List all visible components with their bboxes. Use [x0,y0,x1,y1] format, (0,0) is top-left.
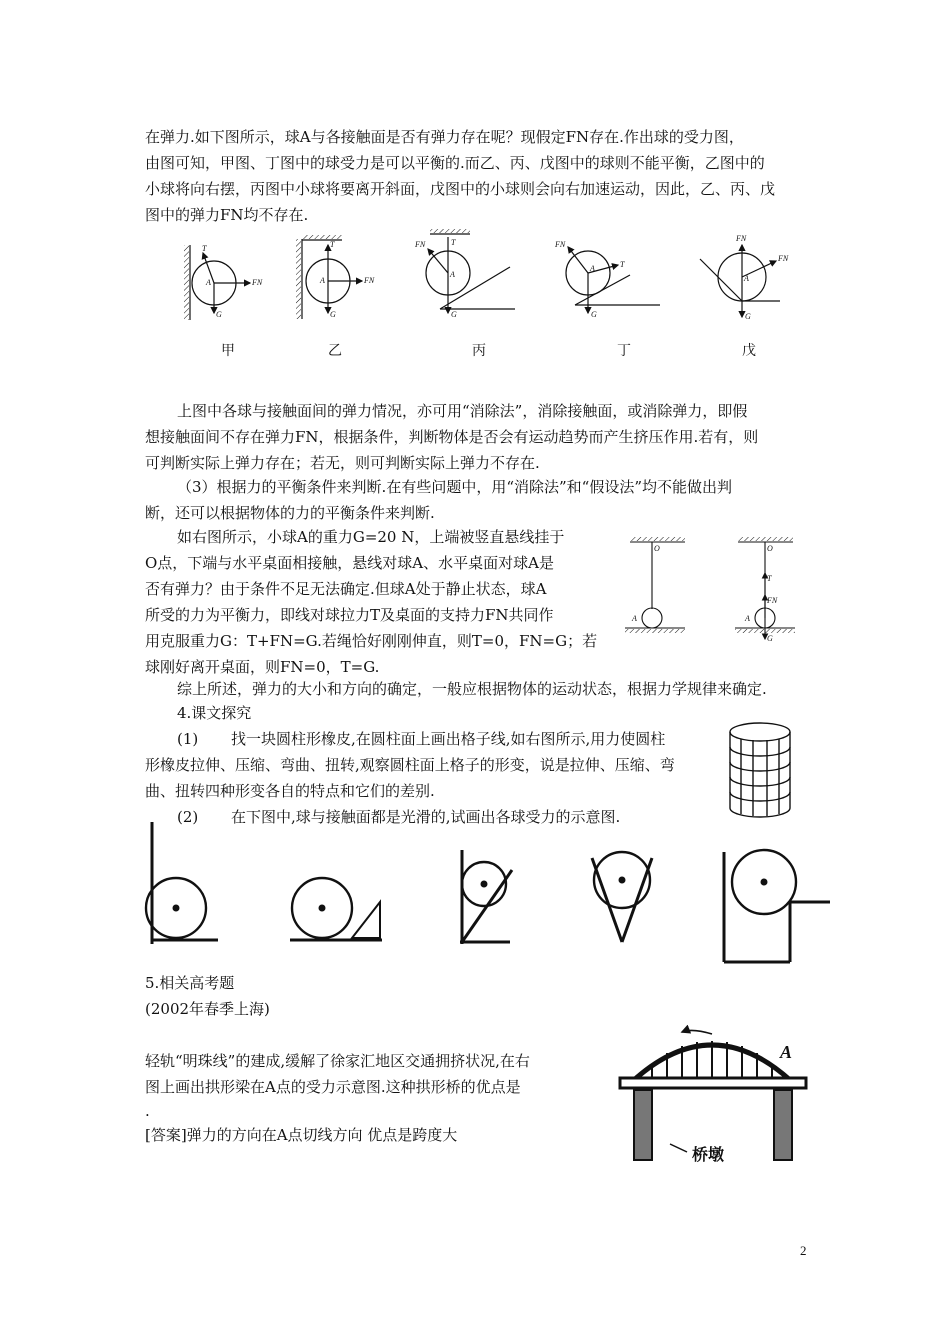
yi-G-label: G [330,310,336,319]
para4-line-6: 球刚好离开桌面，则FN=0，T=G. [145,658,380,676]
exercise-3 [460,850,512,944]
summary-line: 综上所述，弹力的大小和方向的确定，一般应根据物体的运动状态，根据力学规律来确定. [177,680,767,698]
hang-right-O-label: O [767,544,773,553]
yi-A-label: A [320,276,325,285]
section5-heading: 5.相关高考题 [145,974,235,992]
figure-label-yi: 乙 [328,343,342,359]
ding-G-label: G [591,310,597,319]
para4-line-2: O点，下端与水平桌面相接触，悬线对球A、水平桌面对球A是 [145,554,554,572]
bridge-point-label: A [780,1042,793,1062]
section5-line-1: 轻轨“明珠线”的建成,缓解了徐家汇地区交通拥挤状况,在右 [145,1052,530,1070]
yi-FN-label: FN [364,276,375,285]
diagram-bing [426,229,515,313]
exercise-2 [290,878,382,940]
para4-line-4: 所受的力为平衡力，即线对球拉力T及桌面的支持力FN共同作 [145,606,554,624]
section4-item1-line-1: 找一块圆柱形橡皮,在圆柱面上画出格子线,如右图所示,用力使圆柱 [231,730,666,748]
intro-line-1: 在弹力.如下图所示，球A与各接触面是否有弹力存在呢？现假定FN存在.作出球的受力图， [145,128,744,146]
figure-label-jia: 甲 [221,343,235,359]
para2-line-3: 可判断实际上弹力存在；若无，则可判断实际上弹力不存在. [145,454,540,472]
para3-line-1: （3）根据力的平衡条件来判断.在有些问题中，用“消除法”和“假设法”均不能做出判 [177,478,732,496]
diagram-yi [296,235,362,319]
page-number: 2 [800,1243,807,1258]
wu-G-label: G [745,312,751,321]
hang-right-A-label: A [745,614,750,623]
yi-T-label: T [330,240,335,249]
bing-FN-label: FN [415,240,426,249]
hang-right-T-label: T [767,574,772,583]
wu-FN2-label: FN [778,254,789,263]
section4-item1-number: (1) [177,730,199,748]
bing-T-label: T [451,238,456,247]
diagram-wu [700,245,780,317]
cylinder-grid-figure [725,720,795,820]
section4-item2-text: 在下图中,球与接触面都是光滑的,试画出各球受力的示意图. [231,808,621,826]
jia-G-label: G [216,310,222,319]
figure-label-wu: 戊 [742,343,756,359]
ding-A-label: A [590,264,595,273]
ding-FN-label: FN [555,240,566,249]
section5-answer: [答案]弹力的方向在A点切线方向 优点是跨度大 [145,1126,458,1144]
hang-left-A-label: A [632,614,637,623]
diagram-ding [566,247,660,313]
wu-FN-label: FN [736,234,747,243]
jia-FN-label: FN [252,278,263,287]
exercise-diagrams-row [140,822,840,967]
section4-heading: 4.课文探究 [177,704,252,722]
exercise-5 [724,850,830,962]
para4-line-1: 如右图所示，小球A的重力G=20 N，上端被竖直悬线挂于 [177,528,565,546]
wu-A-label: A [744,274,749,283]
jia-T-label: T [202,244,207,253]
section4-item1-line-3: 曲、扭转四种形变各自的特点和它们的差别. [145,782,435,800]
intro-line-3: 小球将向右摆，丙图中小球将要离开斜面，戊图中的小球则会向右加速运动，因此，乙、丙、戊 [145,180,776,198]
figure-label-ding: 丁 [617,343,631,359]
force-diagrams-row [170,225,790,335]
exercise-1 [146,822,218,944]
bing-A-label: A [450,270,455,279]
jia-A-label: A [206,278,211,287]
para2-line-2: 想接触面间不存在弹力FN，根据条件，判断物体是否会有运动趋势而产生挤压作用.若有，则 [145,428,759,446]
hang-right-G-label: G [767,634,773,643]
para2-line-1: 上图中各球与接触面间的弹力情况，亦可用“消除法”，消除接触面，或消除弹力，即假 [177,402,748,420]
hang-right-FN-label: FN [767,596,778,605]
hang-left-O-label: O [654,544,660,553]
intro-line-4: 图中的弹力FN均不存在. [145,206,309,224]
ding-T-label: T [620,260,625,269]
para3-line-2: 断，还可以根据物体的力的平衡条件来判断. [145,504,435,522]
diagram-jia [184,245,250,320]
bridge-pier-label: 桥墩 [692,1145,725,1164]
exercise-4 [592,852,652,942]
section5-line-2: 图上画出拱形梁在A点的受力示意图.这种拱形桥的优点是 [145,1078,521,1096]
arch-bridge-figure [612,1020,812,1168]
section5-source: (2002年春季上海) [145,1000,270,1018]
section4-item1-line-2: 形橡皮拉伸、压缩、弯曲、扭转,观察圆柱面上格子的形变，说是拉伸、压缩、弯 [145,756,675,774]
intro-line-2: 由图可知，甲图、丁图中的球受力是可以平衡的.而乙、丙、戊图中的球则不能平衡，乙图中的 [145,154,765,172]
section5-line-3: . [145,1102,150,1120]
figure-label-bing: 丙 [472,343,486,359]
para4-line-3: 否有弹力？由于条件不足无法确定.但球A处于静止状态，球A [145,580,547,598]
hanging-ball-diagrams [620,535,800,645]
section4-item2-number: (2) [177,808,199,826]
para4-line-5: 用克服重力G：T+FN=G.若绳恰好刚刚伸直，则T=0，FN=G；若 [145,632,598,650]
bing-G-label: G [451,310,457,319]
